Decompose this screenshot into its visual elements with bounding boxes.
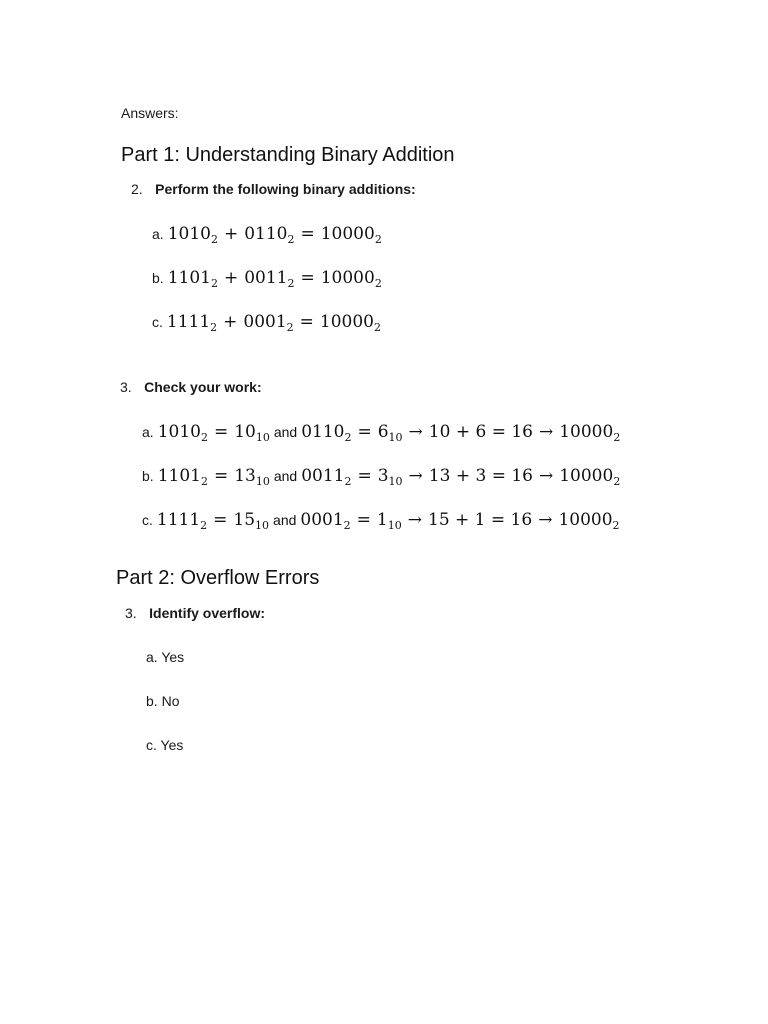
sum-expression: 15 + 1 = 16 [428, 510, 533, 530]
subscript: 2 [613, 475, 621, 488]
part1-q2-item-a [152, 224, 382, 244]
part2-item-b [146, 693, 179, 709]
math-expression [168, 224, 382, 244]
sum-expression: 10 + 6 = 16 [428, 422, 533, 442]
part1-q2-item-c [152, 312, 381, 332]
subscript: 2 [343, 519, 351, 532]
part1-q2-text: Perform the following binary additions: [155, 181, 416, 197]
decimal-value: 1 [376, 510, 388, 530]
part1-q3-number: 3. [120, 379, 132, 395]
part2-q3-text: Identify overflow: [149, 605, 266, 621]
subscript: 2 [200, 519, 208, 532]
item-label: c. [152, 314, 163, 330]
math-expression [158, 422, 621, 442]
operand-2: 0011 [244, 268, 288, 288]
answers-label: Answers: [121, 105, 179, 121]
overflow-answer: Yes [160, 737, 184, 753]
subscript: 2 [374, 233, 382, 246]
part1-q3-item-c [142, 510, 620, 530]
result: 10000 [558, 510, 613, 530]
part1-q2-item-b [152, 268, 382, 288]
subscript: 2 [344, 431, 352, 444]
overflow-answer: No [161, 693, 180, 709]
subscript: 2 [210, 277, 218, 290]
binary-value: 1010 [157, 422, 201, 442]
and-word: and [273, 512, 297, 528]
result: 10000 [320, 224, 375, 244]
subscript: 2 [287, 277, 295, 290]
arrow-icon: → [538, 466, 554, 486]
subscript: 10 [255, 431, 270, 444]
equals-sign: = [213, 466, 229, 486]
binary-value: 0011 [301, 466, 345, 486]
item-label: b. [142, 468, 154, 484]
item-label: a. [152, 226, 164, 242]
part2-q3-heading [125, 605, 265, 623]
part1-q2-number: 2. [131, 181, 143, 197]
and-word: and [273, 468, 298, 484]
part1-title: Part 1: Understanding Binary Addition [121, 144, 455, 166]
plus-sign: + [223, 312, 238, 332]
binary-value: 1101 [157, 466, 201, 486]
decimal-value: 13 [234, 466, 256, 486]
and-word: and [273, 424, 298, 440]
decimal-value: 10 [234, 422, 256, 442]
part2-q3-number: 3. [125, 605, 137, 621]
subscript: 10 [387, 519, 402, 532]
binary-value: 1111 [156, 510, 201, 530]
item-label: b. [152, 270, 164, 286]
overflow-answer: Yes [161, 649, 185, 665]
result: 10000 [559, 466, 614, 486]
subscript: 2 [210, 321, 218, 334]
equals-sign: = [213, 510, 228, 530]
arrow-icon: → [408, 466, 423, 486]
subscript: 2 [613, 431, 621, 444]
arrow-icon: → [538, 510, 553, 530]
subscript: 10 [388, 475, 403, 488]
result: 10000 [559, 422, 614, 442]
math-expression [157, 510, 620, 530]
part2-item-c [146, 737, 183, 753]
arrow-icon: → [407, 510, 422, 530]
subscript: 2 [287, 233, 295, 246]
operand-2: 0001 [243, 312, 287, 332]
subscript: 10 [388, 431, 403, 444]
arrow-icon: → [408, 422, 423, 442]
part2-item-a [146, 649, 184, 665]
part1-q3-text: Check your work: [144, 379, 262, 395]
equals-sign: = [300, 268, 315, 288]
part1-q3-item-b [142, 466, 620, 486]
plus-sign: + [223, 224, 239, 244]
decimal-value: 3 [377, 466, 389, 486]
subscript: 2 [612, 519, 620, 532]
part1-q2-heading [131, 181, 416, 199]
subscript: 10 [255, 519, 270, 532]
operand-1: 1010 [167, 224, 211, 244]
decimal-value: 15 [233, 510, 256, 530]
equals-sign: = [357, 466, 372, 486]
item-label: a. [142, 424, 154, 440]
equals-sign: = [357, 422, 372, 442]
equals-sign: = [300, 224, 315, 244]
operand-2: 0110 [244, 224, 288, 244]
item-label: c. [146, 737, 157, 753]
subscript: 2 [210, 233, 218, 246]
result: 10000 [319, 312, 375, 332]
item-label: c. [142, 512, 153, 528]
math-expression [168, 268, 382, 288]
subscript: 2 [374, 321, 382, 334]
part1-q3-heading [120, 379, 262, 397]
subscript: 2 [286, 321, 294, 334]
part1-q3-item-a [142, 422, 620, 442]
sum-expression: 13 + 3 = 16 [428, 466, 533, 486]
equals-sign: = [299, 312, 314, 332]
subscript: 2 [200, 431, 208, 444]
result: 10000 [320, 268, 375, 288]
item-label: b. [146, 693, 158, 709]
arrow-icon: → [538, 422, 554, 442]
subscript: 2 [344, 475, 352, 488]
binary-value: 0110 [301, 422, 345, 442]
math-expression [158, 466, 621, 486]
part2-title: Part 2: Overflow Errors [116, 567, 320, 589]
operand-1: 1111 [166, 312, 211, 332]
decimal-value: 6 [377, 422, 389, 442]
operand-1: 1101 [167, 268, 211, 288]
subscript: 10 [255, 475, 270, 488]
math-expression [167, 312, 381, 332]
subscript: 2 [200, 475, 208, 488]
equals-sign: = [213, 422, 229, 442]
equals-sign: = [356, 510, 371, 530]
plus-sign: + [223, 268, 239, 288]
binary-value: 0001 [300, 510, 344, 530]
subscript: 2 [374, 277, 382, 290]
item-label: a. [146, 649, 158, 665]
